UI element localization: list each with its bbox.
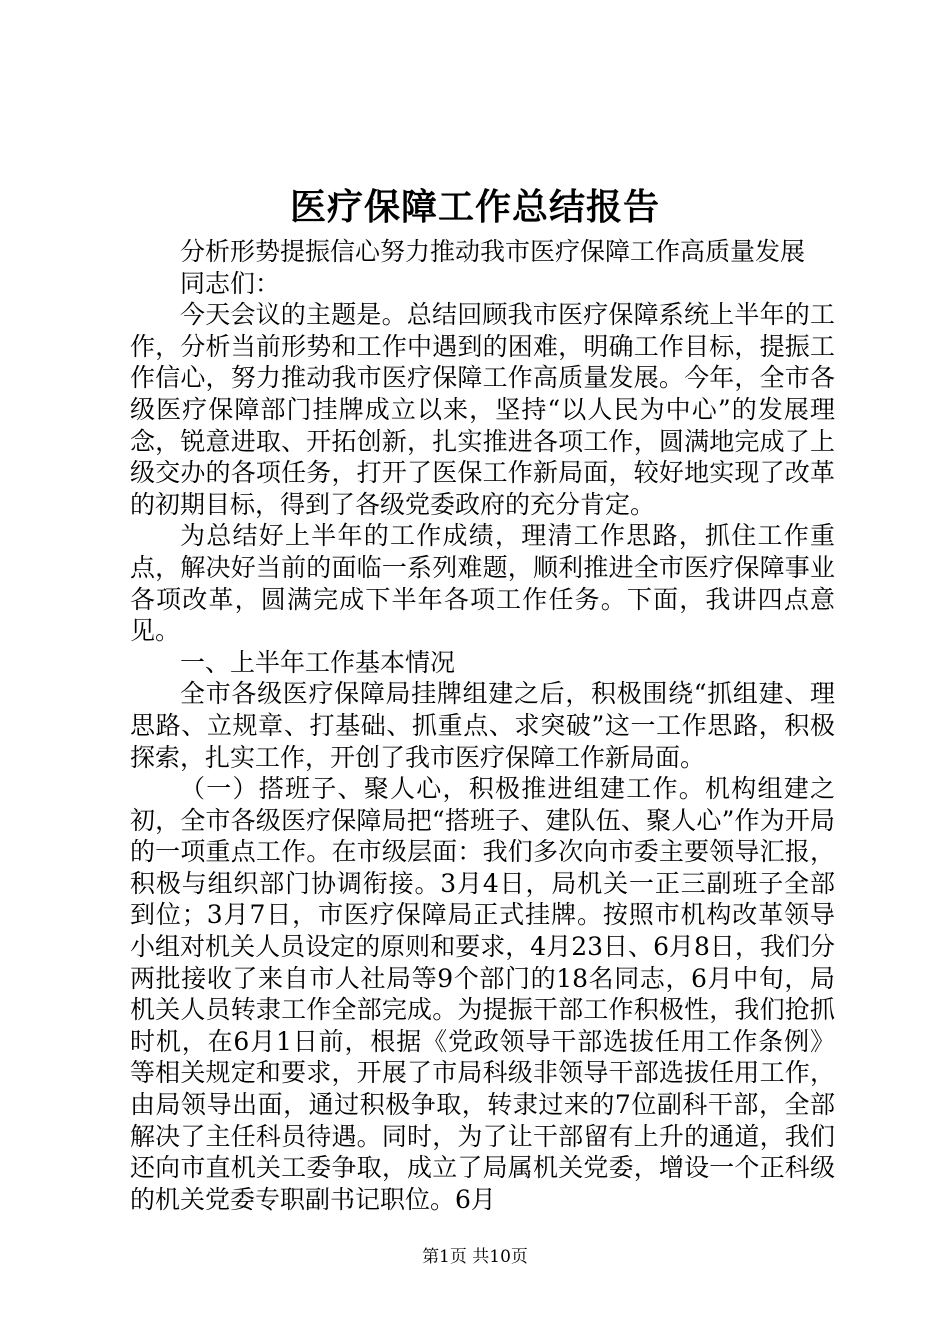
- salutation-paragraph: 同志们：: [180, 268, 281, 298]
- body-paragraph: 全市各级医疗保障局挂牌组建之后，积极围绕“抓组建、理思路、立规章、打基础、抓重点、求突破”这一工作思路，积极探索，扎实工作，开创了我市医疗保障工作新局面。: [130, 679, 835, 772]
- body-paragraph: 今天会议的主题是。总结回顾我市医疗保障系统上半年的工作，分析当前形势和工作中遇到的困难，明确工作目标，提振工作信心，努力推动我市医疗保障工作高质量发展。今年，全市各级医疗保障部门挂牌成立以来，坚持“以人民为中心”的发展理念，锐意进取、开拓创新，扎实推进各项工作，圆满地完成了上级交办的各项任务，打开了医保工作新局面，较好地实现了改革的初期目标，得到了各级党委政府的充分肯定。: [130, 300, 835, 519]
- section-heading: 一、上半年工作基本情况: [180, 647, 456, 677]
- body-paragraph: （一）搭班子、聚人心，积极推进组建工作。机构组建之初，全市各级医疗保障局把“搭班子、建队伍、聚人心”作为开局的一项重点工作。在市级层面：我们多次向市委主要领导汇报，积极与组织部门协调衔接。3月4日，局机关一正三副班子全部到位；3月7日，市医疗保障局正式挂牌。按照市机构改革领导小组对机关人员设定的原则和要求，4月23日、6月8日，我们分两批接收了来自市人社局等9个部门的18名同志，6月中旬，局机关人员转隶工作全部完成。为提振干部工作积极性，我们抢抓时机，在6月1日前，根据《党政领导干部选拔任用工作条例》等相关规定和要求，开展了市局科级非领导干部选拔任用工作，由局领导出面，通过积极争取，转隶过来的7位副科干部，全部解决了主任科员待遇。同时，为了让干部留有上升的通道，我们还向市直机关工委争取，成立了局属机关党委，增设一个正科级的机关党委专职副书记职位。6月: [130, 774, 835, 1214]
- document-body: [130, 236, 835, 1215]
- page-number-footer: 第1页 共10页: [422, 1247, 528, 1267]
- body-paragraph: 为总结好上半年的工作成绩，理清工作思路，抓住工作重点，解决好当前的面临一系列难题，顺利推进全市医疗保障事业各项改革，圆满完成下半年各项工作任务。下面，我讲四点意见。: [130, 521, 835, 646]
- document-title: 医疗保障工作总结报告: [289, 186, 660, 228]
- subtitle-paragraph: 分析形势提振信心努力推动我市医疗保障工作高质量发展: [180, 237, 806, 266]
